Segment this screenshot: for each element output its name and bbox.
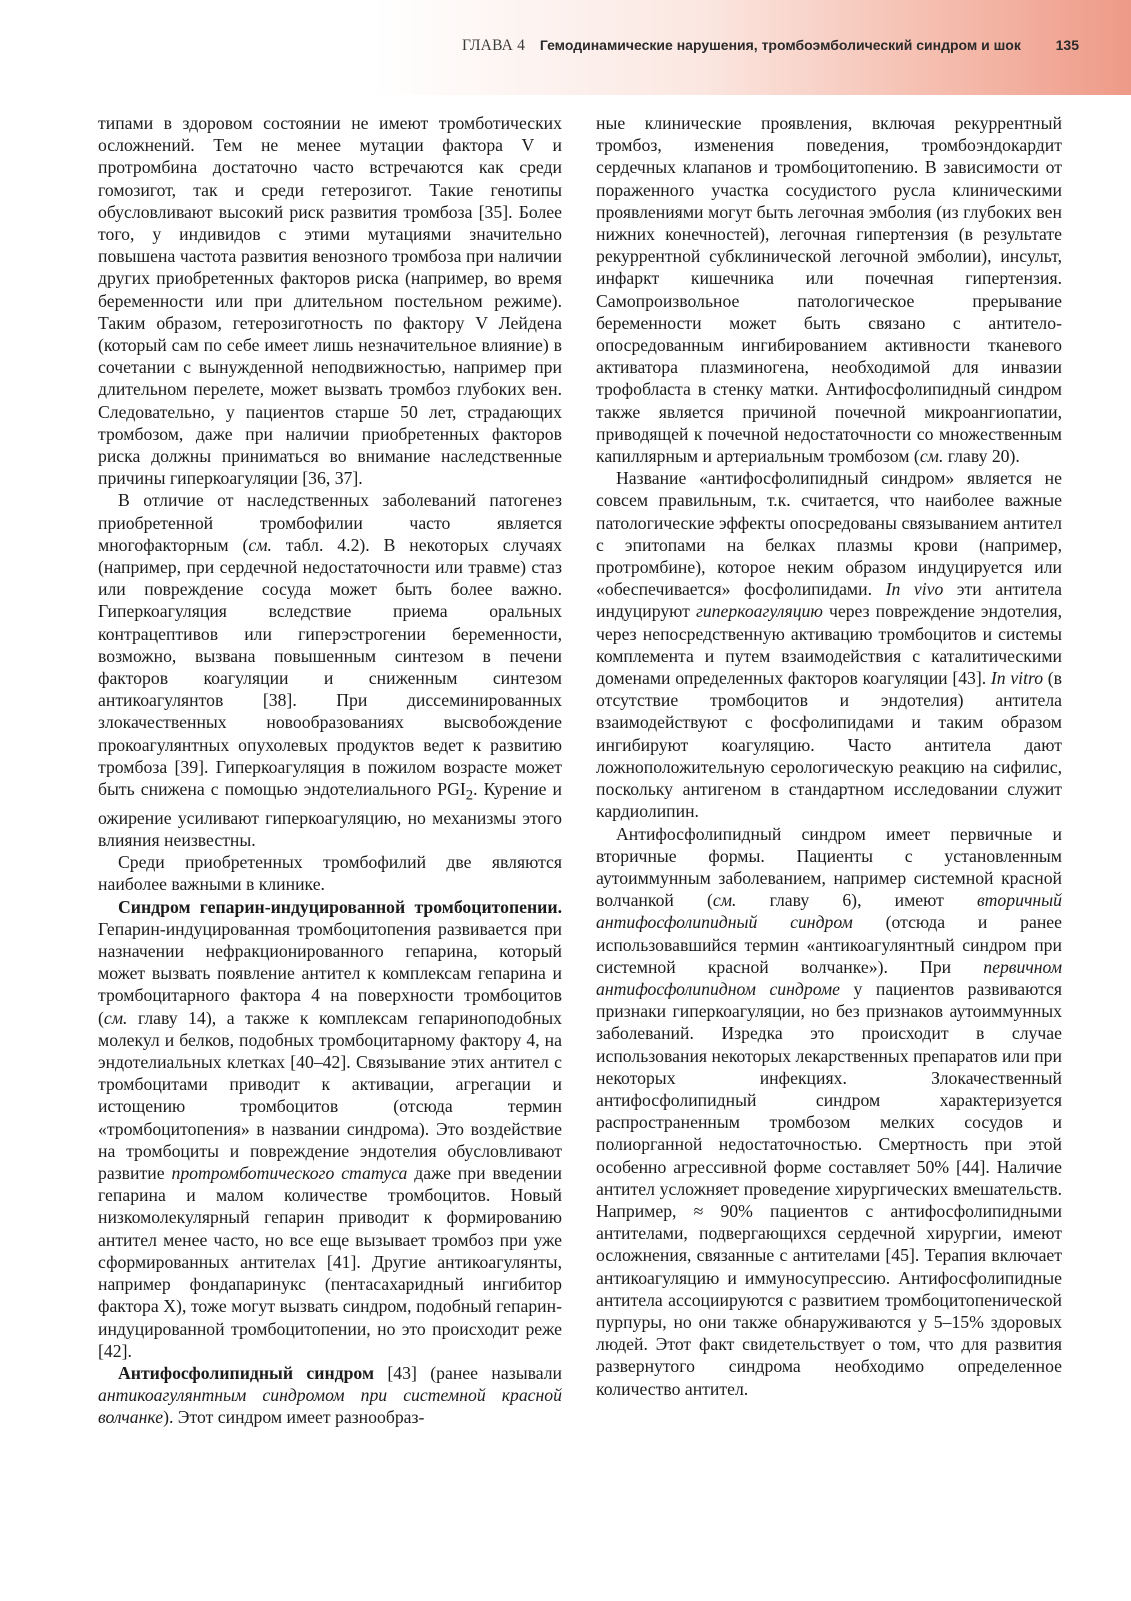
chapter-title: Гемодинамические нарушения, тромбоэмболический синдром и шок [539,37,1021,53]
italic-term: вторичный антифосфолипидный синдром [596,890,1062,933]
italic-term: In vitro [990,668,1044,689]
running-head [0,36,1079,55]
see-reference: см. [248,534,272,555]
paragraph [98,1362,562,1429]
paragraph-text: через повреждение эндотелия, через непосредственную активацию тромбоцитов и системы комплемента и путем взаимодействия с каталитическими доменами определенных факторов коагуляции [43]. [596,601,1063,689]
paragraph-text: Гепарин-индуцированная тромбоцитопения развивается при назначении нефракционированного гепарина, который может вызвать появление антител к комплексам гепарина и тромбоцитарного фактора 4 на поверхности тромбоцитов ( [98,918,562,1028]
paragraph [98,851,562,895]
right-column [596,112,1062,1400]
see-reference: см. [712,890,737,911]
italic-term: первичном антифосфолипидном синдроме [596,956,1062,999]
paragraph-text: Антифосфолипидный синдром имеет первичные и вторичные формы. Пациенты с установленным аутоиммунным заболеванием, например системной красной волчанкой ( [596,823,1062,911]
paragraph-text: ). Этот синдром имеет разнообраз- [163,1407,425,1428]
paragraph-text: ные клинические проявления, включая рекуррентный тромбоз, изменения поведения, тромбоэндокардит сердечных клапанов и тромбоцитопению. В зависимости от пораженного участка сосудистого русла клиническими проявлениями могут быть легочная эмболия (из глубоких вен нижних конечностей), легочная гипертензия (в результате рекуррентной субклинической легочной эмболии), инсульт, инфаркт кишечника или почечная гипертензия. Самопроизвольное патологическое прерывание беременности может быть связано с антитело-опосредованным ингибированием активности тканевого активатора плазминогена, необходимой для инвазии трофобласта в стенку матки. Антифосфолипидный синдром также является причиной почечной микроангиопатии, приводящей к почечной недостаточности со множественным капиллярным и артериальным тромбозом ( [596,113,1062,467]
paragraph-text: Название «антифосфолипидный синдром» является не совсем правильным, т.к. считается, что наиболее важные патологические эффекты опосредованы связыванием антител с эпитопами на белках плазмы крови (например, протромбине), которое неким образом индуцируется или «обеспечивается» фосфолипидами. [596,468,1062,600]
paragraph [98,112,562,489]
paragraph [98,489,562,851]
paragraph-text: типами в здоровом состоянии не имеют тромботических осложнений. Тем не менее мутации фактора V и протромбина достаточно часто встречаются как среди гомозигот, так и среди гетерозигот. Такие генотипы обусловливают высокий риск развития тромбоза [35]. Более того, у индивидов с этими мутациями значительно повышена частота развития венозного тромбоза при наличии других приобретенных факторов риска (например, во время беременности или при длительном постельном режиме). Таким образом, гетерозиготность по фактору V Лейдена (который сам по себе имеет лишь незначительное влияние) в сочетании с вынужденной неподвижностью, например при длительном перелете, может вызвать тромбоз глубоких вен. Следовательно, у пациентов старше 50 лет, страдающих тромбозом, даже при наличии приобретенных факторов риска должны приниматься во внимание наследственные причины гиперкоагуляции [36, 37]. [98,113,562,489]
paragraph-text: Среди приобретенных тромбофилий две являются наиболее важными в клинике. [98,852,562,895]
paragraph [596,823,1062,1400]
italic-term: протромботического статуса [171,1163,408,1184]
paragraph-text: (отсюда и ранее использовавшийся термин «антикоагулянтный синдром при системной красной волчанке»). При [596,912,1062,977]
paragraph [596,467,1062,822]
chapter-label: ГЛАВА 4 [461,37,526,54]
paragraph-text: главу 6), имеют [736,890,977,911]
paragraph-text: у пациентов развиваются признаки гиперкоагуляции, но без признаков аутоиммунных заболеваний. Изредка это происходит в случае использования некоторых лекарственных препаратов или при некоторых инфекциях. Злокачественный антифосфолипидный синдром характеризуется распространенным тромбозом мелких сосудов и полиорганной недостаточностью. Смертность при этой особенно агрессивной форме составляет 50% [44]. Наличие антител усложняет проведение хирургических вмешательств. Например, ≈ 90% пациентов с антифосфолипидными антителами, подвергающихся сердечной хирургии, имеют осложнения, связанные с антителами [45]. Терапия включает антикоагуляцию и иммуносупрессию. Антифосфолипидные антитела ассоциируются с развитием тромбоцитопенической пурпуры, но они также обнаруживаются у 5–15% здоровых людей. Этот факт свидетельствует о том, что для развития развернутого синдрома необходимо определенное количество антител. [596,978,1062,1399]
page-number: 135 [1055,37,1079,53]
paragraph [98,896,562,1362]
paragraph-text: даже при введении гепарина и малом количестве тромбоцитов. Новый низкомолекулярный гепарин приводит к формированию антител менее часто, но все еще вызывает тромбоз при уже сформированных антителах [41]. Другие антикоагулянты, например фондапаринукс (пентасахаридный ингибитор фактора X), тоже могут вызвать синдром, подобный гепарин-индуцированной тромбоцитопении, но это происходит реже [42]. [98,1163,562,1361]
italic-term: антикоагулянтным синдромом при системной красной волчанке [98,1385,562,1428]
paragraph-text: В отличие от наследственных заболеваний патогенез приобретенной тромбофилии часто является многофакторным ( [98,490,562,555]
see-reference: см. [103,1007,128,1028]
paragraph-text: главу 20). [943,446,1020,467]
paragraph-text: главу 14), а также к комплексам гепариноподобных молекул и белков, подобных тромбоцитарному фактору 4, на эндотелиальных клетках [40–42]. Связывание этих антител с тромбоцитами приводит к активации, агрегации и истощению тромбоцитов (отсюда термин «тромбоцитопения» в названии синдрома). Это воздействие на тромбоциты и повреждение эндотелия обусловливают развитие [98,1007,562,1184]
paragraph-text: (в отсутствие тромбоцитов и эндотелия) антитела взаимодействуют с фосфолипидами и таким образом ингибируют коагуляцию. Часто антитела дают ложноположительную серологическую реакцию на сифилис, поскольку антигеном в стандартном исследовании служит кардиолипин. [596,668,1063,822]
section-heading: Синдром гепарин-индуцированной тромбоцитопении. [118,896,562,917]
paragraph-text: . Курение и ожирение усиливают гиперкоагуляцию, но механизмы этого влияния неизвестны. [98,779,562,851]
see-reference: см. [919,446,944,467]
paragraph-text: табл. 4.2). В некоторых случаях (например, при сердечной недостаточности или травме) стаз или повреждение сосуда может быть более важно. Гиперкоагуляция вследствие приема оральных контрацептивов или гиперэстрогении беременности, возможно, вызвана повышенным синтезом в печени факторов коагуляции и сниженным синтезом антикоагулянтов [38]. При диссеминированных злокачественных новообразованиях высвобождение прокоагулянтных опухолевых продуктов ведет к развитию тромбоза [39]. Гиперкоагуляция в пожилом возрасте может быть снижена с помощью эндотелиального PGI [98,534,562,800]
left-column [98,112,562,1429]
paragraph-text: [43] (ранее называли [374,1362,562,1383]
paragraph-text: эти антитела индуцируют [596,579,1062,622]
italic-term: гиперкоагуляцию [695,601,823,622]
italic-term: In vivo [885,579,944,600]
subscript: 2 [465,787,474,804]
paragraph [596,112,1062,467]
section-heading: Антифосфолипидный синдром [118,1362,374,1383]
